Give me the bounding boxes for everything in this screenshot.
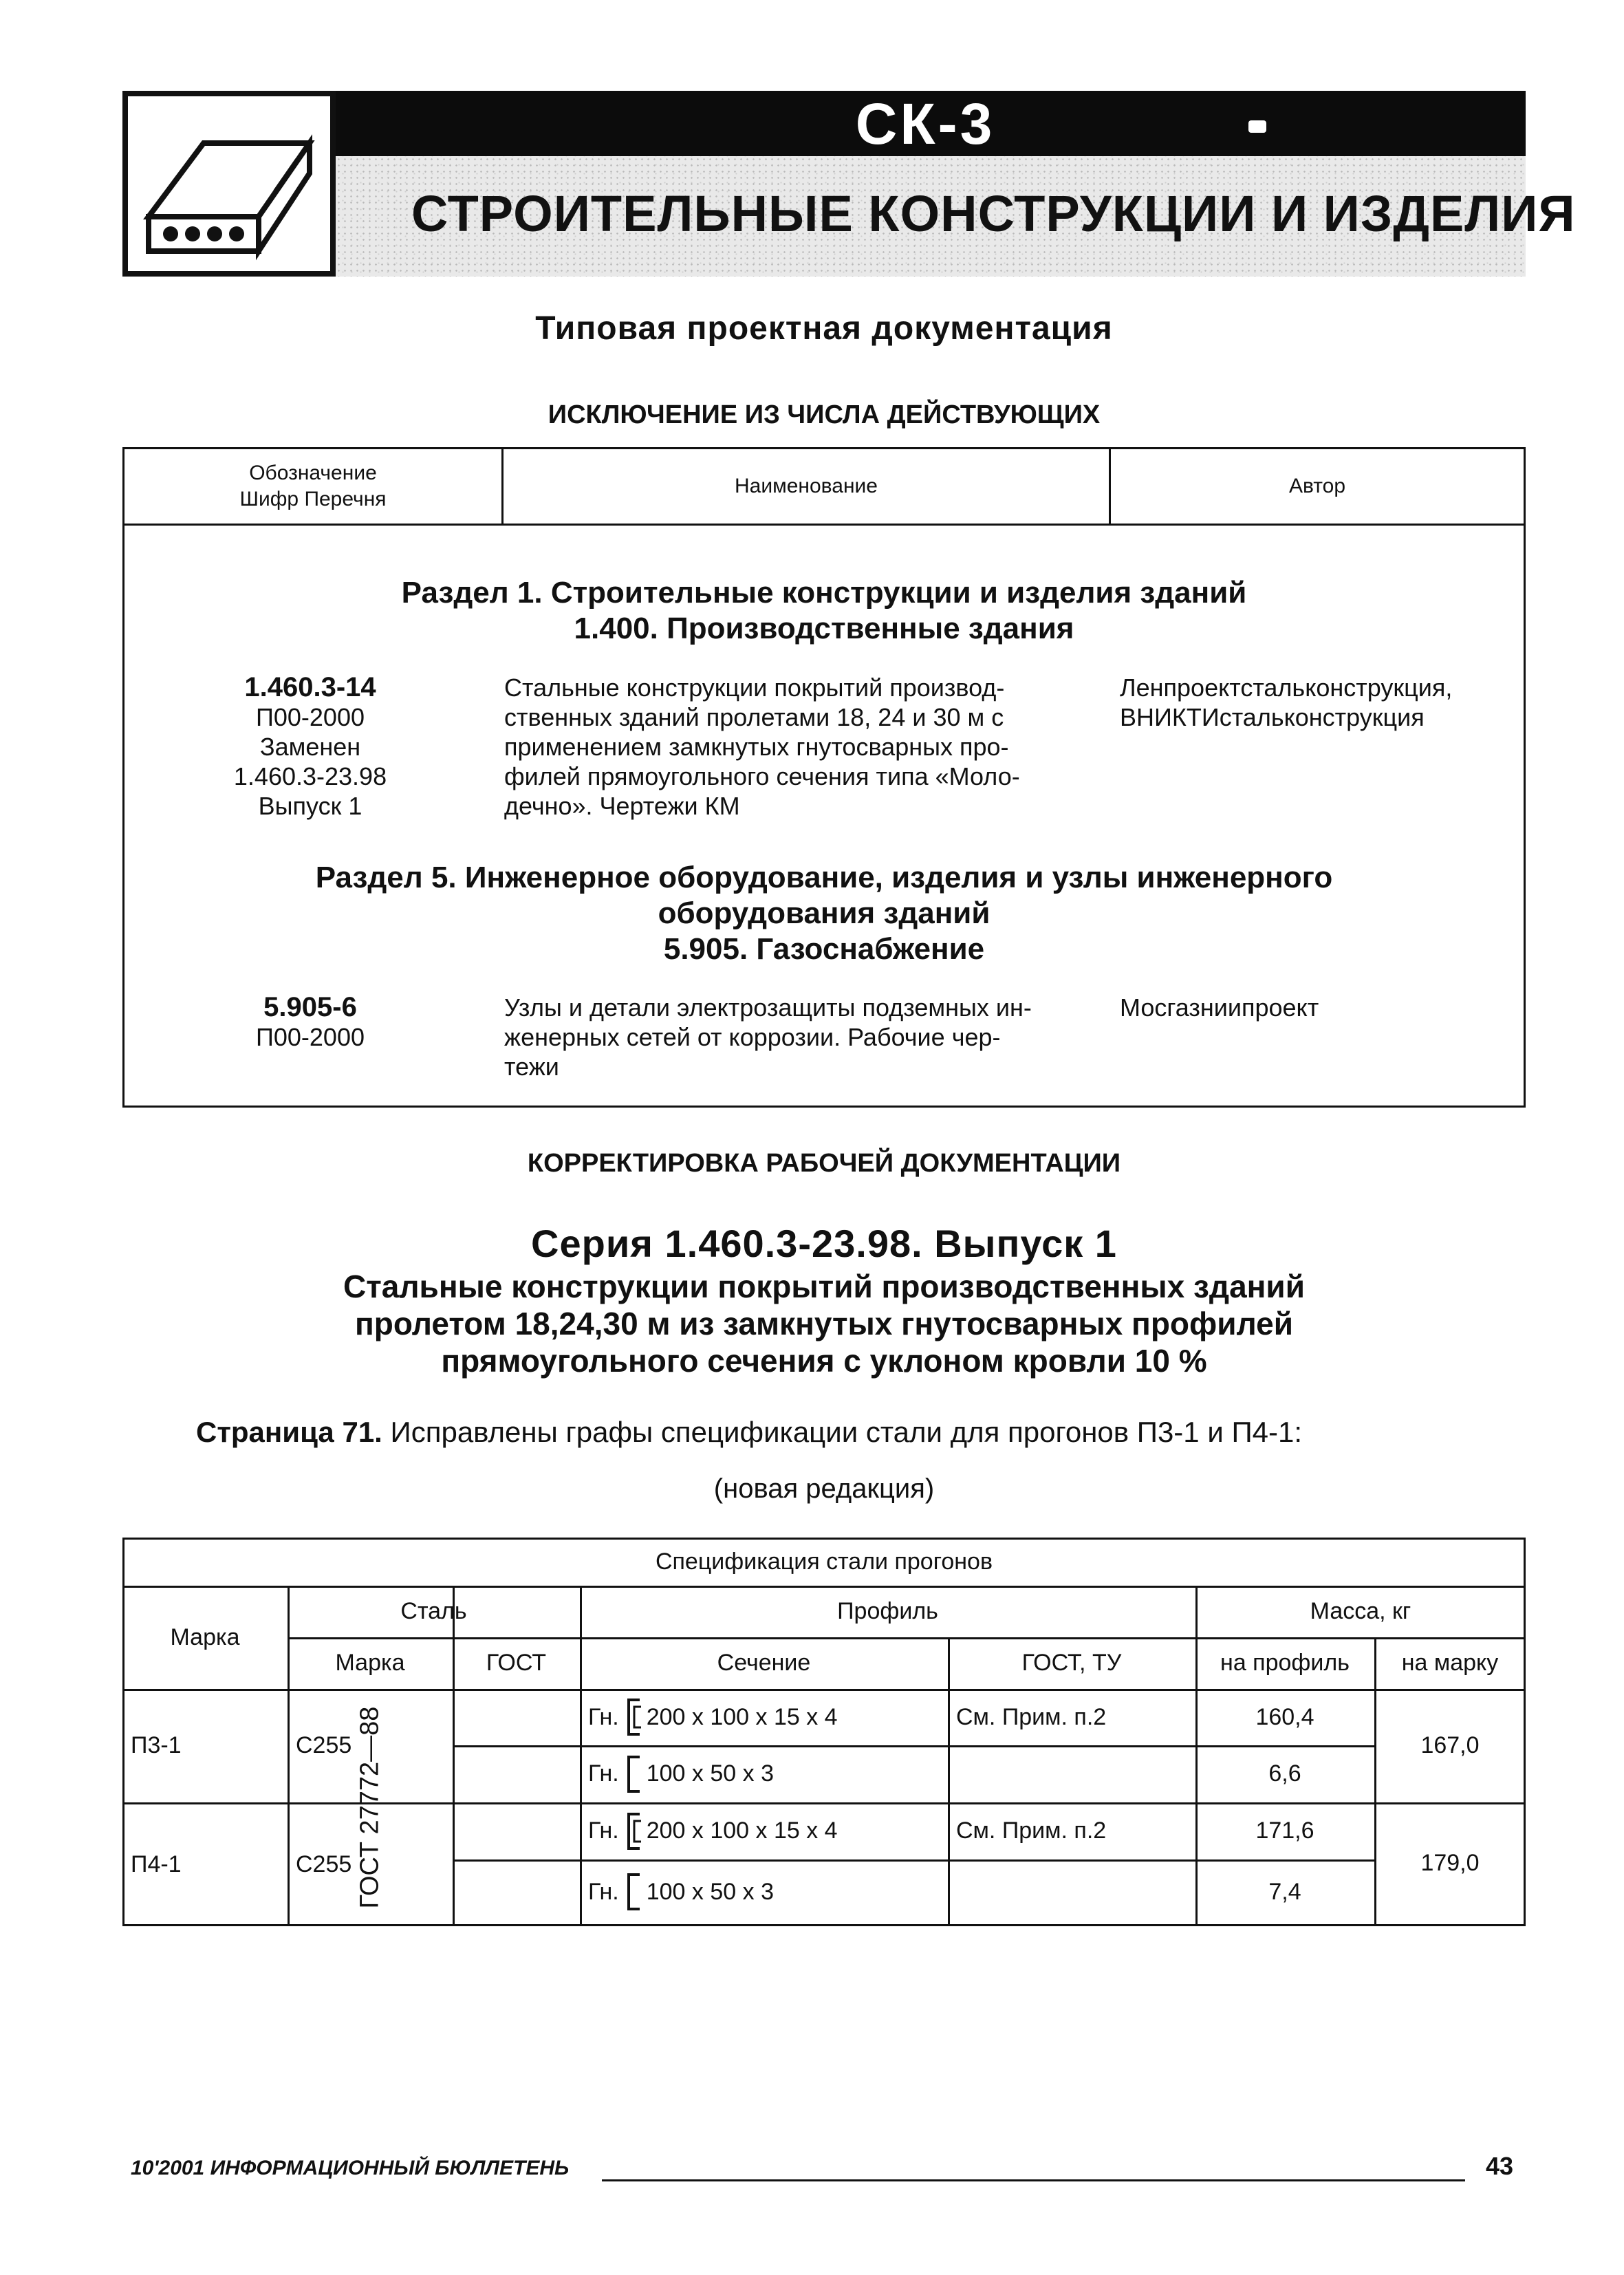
- entry1-name-line: Стальные конструкции покрытий производ-: [504, 673, 1005, 702]
- series-title: Серия 1.460.3-23.98. Выпуск 1: [531, 1222, 1117, 1265]
- series-subtitle-line: пролетом 18,24,30 м из замкнутых гнутосварных профилей: [354, 1306, 1294, 1341]
- entry1-author: [1120, 673, 1533, 732]
- col-designation-line2: Шифр Перечня: [239, 488, 387, 510]
- page-note-label: Страница 71.: [196, 1416, 382, 1448]
- entry2-name: [504, 993, 1106, 1081]
- row2-profile1-gost: См. Прим. п.2: [956, 1818, 1107, 1844]
- row1-profile1-section: [580, 1689, 948, 1745]
- hdr-stal-marka: Марка: [335, 1650, 405, 1676]
- entry1-author-line: Ленпроектстальконструкция,: [1120, 673, 1453, 702]
- footer-rule: [602, 2179, 1465, 2181]
- row1-profile2-section: [580, 1745, 948, 1802]
- entry2-name-line: Узлы и детали электрозащиты подземных ин-: [504, 993, 1032, 1022]
- row2-total: 179,0: [1420, 1850, 1480, 1876]
- page-note-text: Исправлены графы спецификации стали для прогонов П3-1 и П4-1:: [382, 1416, 1303, 1448]
- entry2-name-line: женерных сетей от коррозии. Рабочие чер-: [504, 1023, 1001, 1051]
- entry1-name-line: применением замкнутых гнутосварных про-: [504, 733, 1009, 761]
- row1-mark: П3-1: [131, 1732, 182, 1758]
- hdr-massa: Масса, кг: [1310, 1598, 1411, 1624]
- entry1-name-line: ственных зданий пролетами 18, 24 и 30 м с: [504, 703, 1004, 731]
- series-subtitle-line: прямоугольного сечения с уклоном кровли 10 %: [441, 1343, 1207, 1379]
- entry1-code-line: П00-2000: [256, 703, 365, 731]
- series-subtitle: [122, 1268, 1526, 1379]
- section1-title: Раздел 1. Строительные конструкции и изделия зданий: [401, 576, 1247, 610]
- row2-profile1-prefix: Гн.: [588, 1818, 619, 1844]
- entry1-code-line: Заменен: [259, 733, 361, 761]
- hdr-sechenie: Сечение: [717, 1650, 811, 1676]
- heading-typical-docs: Типовая проектная документация: [535, 310, 1113, 347]
- section5-title-cont: оборудования зданий: [658, 896, 990, 930]
- bracket-icon: [623, 1755, 644, 1793]
- row1-profile1-gost: См. Прим. п.2: [956, 1703, 1107, 1730]
- col-name: Наименование: [735, 475, 878, 497]
- row1-profile2-gost: [948, 1745, 1195, 1802]
- row1-profile1-mass: 160,4: [1255, 1703, 1314, 1730]
- row1-profile2-mass: 6,6: [1268, 1760, 1301, 1787]
- col-designation-line1: Обозначение: [249, 462, 377, 484]
- entry2-author: [1120, 993, 1533, 1022]
- col-author: Автор: [1288, 475, 1346, 497]
- row2-steel: С255: [296, 1851, 352, 1877]
- entry2-name-line: тежи: [504, 1053, 559, 1081]
- hollow-core-slab-icon: [128, 96, 330, 271]
- page-number: 43: [1486, 2152, 1514, 2180]
- hdr-stal: Сталь: [400, 1598, 467, 1624]
- footer-issue: 10'2001 ИНФОРМАЦИОННЫЙ БЮЛЛЕТЕНЬ: [131, 2157, 570, 2179]
- row2-profile2-size: 100 x 50 x 3: [646, 1878, 774, 1905]
- section-code: СК-3: [855, 91, 995, 156]
- row2-profile1-mass: 171,6: [1255, 1818, 1314, 1844]
- row2-profile2-prefix: Гн.: [588, 1878, 619, 1905]
- hdr-stal-gost: ГОСТ: [486, 1650, 547, 1676]
- entry1-name-line: дечно». Чертежи КМ: [504, 792, 740, 820]
- entry1-code: [166, 673, 455, 821]
- row1-profile1-prefix: Гн.: [588, 1703, 619, 1730]
- bracket-icon: [623, 1812, 644, 1851]
- section1-subtitle: 1.400. Производственные здания: [574, 612, 1074, 645]
- row1-steel: С255: [296, 1732, 352, 1758]
- hdr-gost-tu: ГОСТ, ТУ: [1021, 1650, 1122, 1676]
- row2-profile1-section: [580, 1802, 948, 1859]
- row2-profile2-mass: 7,4: [1268, 1878, 1301, 1905]
- row2-profile1-size: 200 x 100 x 15 x 4: [646, 1818, 838, 1844]
- entry2-code: [166, 993, 455, 1052]
- spec-title: Спецификация стали прогонов: [655, 1548, 993, 1575]
- col-designation: [124, 449, 501, 524]
- entry1-code-line: Выпуск 1: [258, 792, 362, 820]
- entry1-name-line: филей прямоугольного сечения типа «Моло-: [504, 762, 1020, 790]
- row2-mark: П4-1: [131, 1851, 182, 1877]
- bracket-icon: [623, 1873, 644, 1911]
- entry1-code-main: 1.460.3-14: [244, 672, 376, 702]
- entry1-name: [504, 673, 1106, 821]
- header-marker: [1248, 120, 1266, 133]
- section-title: СТРОИТЕЛЬНЫЕ КОНСТРУКЦИИ И ИЗДЕЛИЯ: [411, 185, 1576, 242]
- hdr-na-profil: на профиль: [1220, 1650, 1350, 1676]
- row1-profile2-prefix: Гн.: [588, 1760, 619, 1787]
- exclusion-table-header: [124, 449, 1524, 526]
- edition-note: (новая редакция): [713, 1474, 935, 1504]
- spec-table: [122, 1538, 1526, 1926]
- row1-total: 167,0: [1420, 1732, 1480, 1758]
- hdr-na-marku: на марку: [1401, 1650, 1499, 1676]
- section5-title: Раздел 5. Инженерное оборудование, изделия и узлы инженерного: [315, 861, 1333, 894]
- gost-vertical-text: ГОСТ 27772—88: [355, 1706, 385, 1909]
- entry2-code-main: 5.905-6: [263, 992, 357, 1022]
- section5-subtitle: 5.905. Газоснабжение: [663, 932, 985, 966]
- row2-profile2-section: [580, 1859, 948, 1924]
- row2-profile2-gost: [948, 1859, 1195, 1924]
- logo-box: [122, 91, 336, 277]
- row1-profile2-size: 100 x 50 x 3: [646, 1760, 774, 1787]
- entry1-author-line: ВНИКТИстальконструкция: [1120, 703, 1425, 731]
- heading-correction: КОРРЕКТИРОВКА РАБОЧЕЙ ДОКУМЕНТАЦИИ: [527, 1149, 1121, 1178]
- heading-exclusion: ИСКЛЮЧЕНИЕ ИЗ ЧИСЛА ДЕЙСТВУЮЩИХ: [548, 400, 1101, 429]
- series-subtitle-line: Стальные конструкции покрытий производственных зданий: [343, 1269, 1305, 1304]
- hdr-profil: Профиль: [837, 1598, 938, 1624]
- row1-profile1-size: 200 x 100 x 15 x 4: [646, 1703, 838, 1730]
- entry2-code-line: П00-2000: [256, 1023, 365, 1051]
- entry1-code-line: 1.460.3-23.98: [233, 762, 387, 790]
- exclusion-table: [122, 447, 1526, 1108]
- entry2-author-line: Мосгазниипроект: [1120, 993, 1319, 1022]
- bracket-icon: [623, 1698, 644, 1736]
- page-note: [196, 1416, 1302, 1449]
- hdr-marka: Марка: [170, 1624, 240, 1650]
